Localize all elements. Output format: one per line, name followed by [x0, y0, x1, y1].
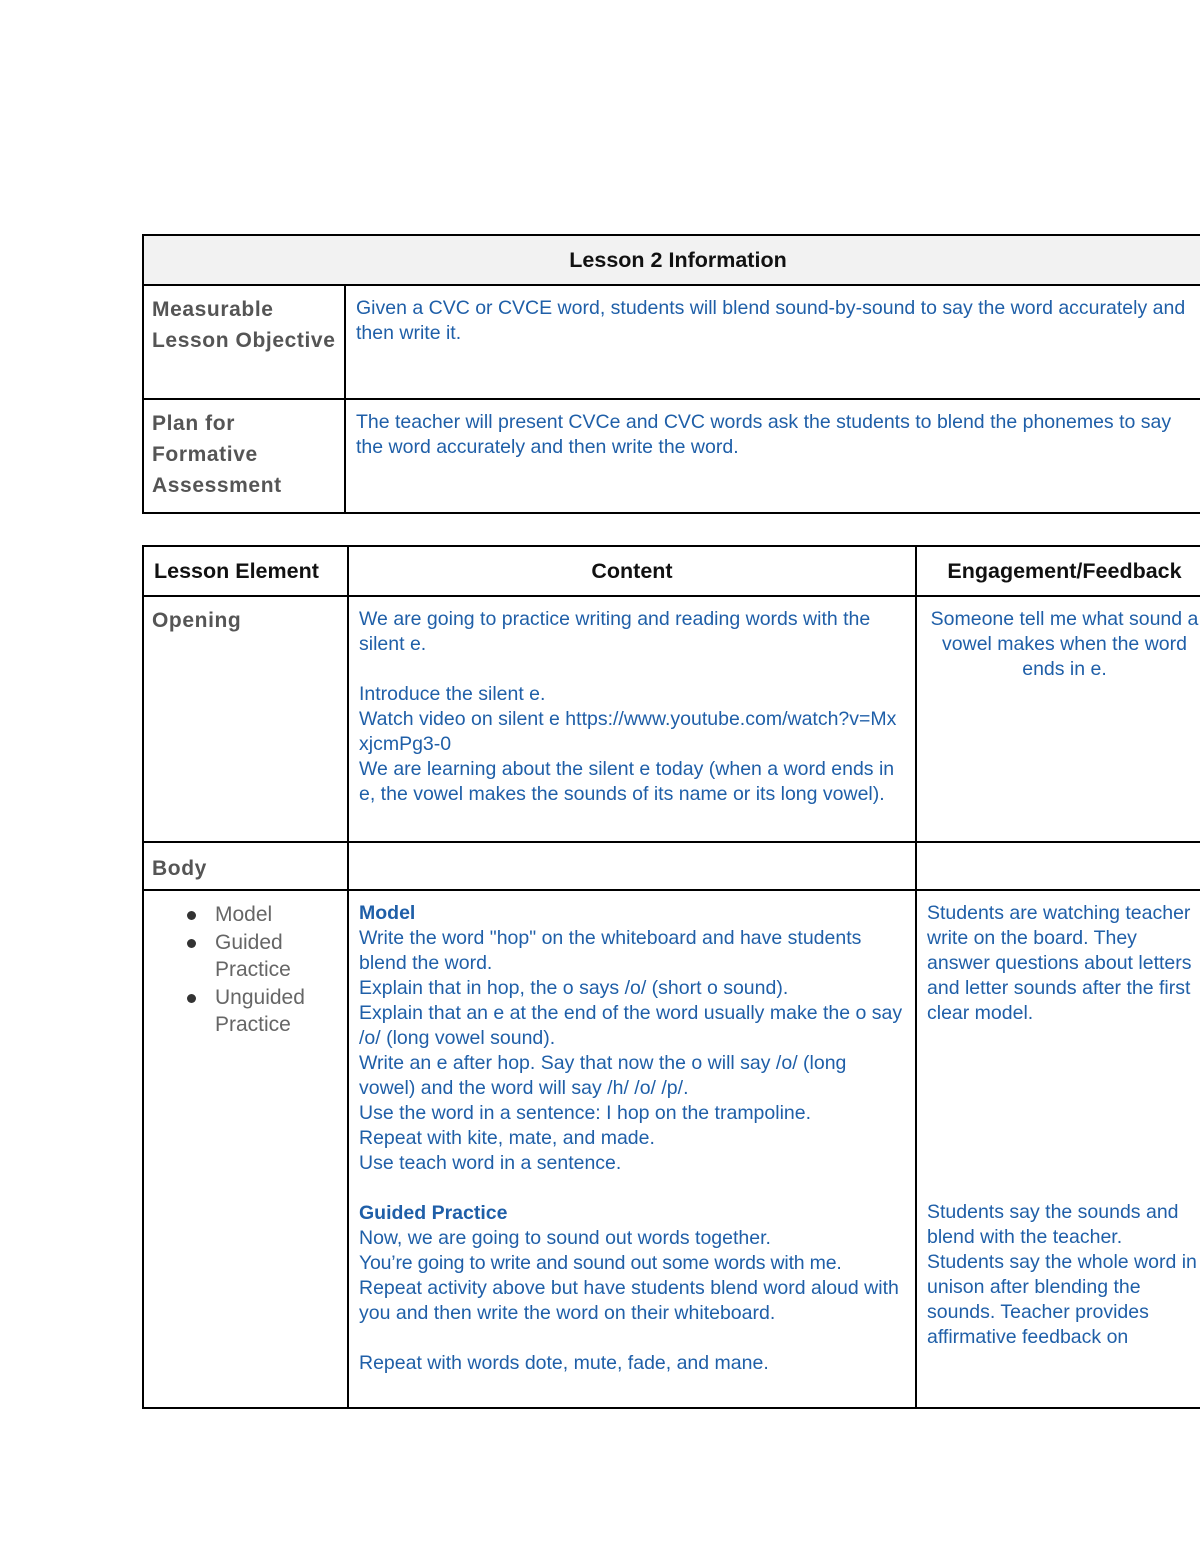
model-line: Write the word "hop" on the whiteboard and have students blend the word. [359, 927, 862, 974]
body-steps-list [145, 901, 346, 1039]
body-content-empty [348, 842, 916, 890]
opening-line: Introduce the silent e. [359, 683, 546, 705]
model-line: Explain that an e at the end of the word usually make the o say /o/ (long vowel sound). [359, 1002, 903, 1049]
list-item: Model [215, 901, 346, 929]
model-line: Use teach word in a sentence. [359, 1152, 622, 1174]
objective-label: Measurable Lesson Objective [143, 285, 345, 399]
body-engagement [916, 890, 1200, 1408]
objective-value: Given a CVC or CVCE word, students will blend sound-by-sound to say the word accurately and then write it. [345, 285, 1200, 399]
model-title: Model [359, 902, 416, 924]
guided-line: Now, we are going to sound out words together. [359, 1227, 771, 1249]
assessment-label: Plan for Formative Assessment [143, 399, 345, 513]
lesson-info-table [142, 234, 1200, 514]
model-line: Write an e after hop. Say that now the o will say /o/ (long vowel) and the word will say /h/ /o/ /p/. [359, 1052, 847, 1099]
model-line: Use the word in a sentence: I hop on the trampoline. [359, 1102, 812, 1124]
guided-line: Repeat activity above but have students blend word aloud with you and then write the word on their whiteboard. [359, 1277, 899, 1324]
lesson-plan-table [142, 545, 1200, 1409]
header-content: Content [348, 546, 916, 596]
model-engagement: Students are watching teacher write on the board. They answer questions about letters and letter sounds after the first clear model. [927, 902, 1192, 1024]
guided-title: Guided Practice [359, 1202, 508, 1224]
body-label: Body [143, 842, 348, 890]
opening-line: We are learning about the silent e today (when a word ends in e, the vowel makes the sounds of its name or its long vowel). [359, 758, 895, 805]
body-content [348, 890, 916, 1408]
info-table-title: Lesson 2 Information [143, 235, 1200, 285]
body-engagement-empty [916, 842, 1200, 890]
body-steps-cell [143, 890, 348, 1408]
guided-engagement: Students say the sounds and blend with the teacher. Students say the whole word in unison after blending the sounds. Teacher provides affirmative feedback on [927, 1201, 1197, 1348]
model-line: Repeat with kite, mate, and made. [359, 1127, 655, 1149]
list-item: Guided Practice [215, 929, 346, 984]
model-line: Explain that in hop, the o says /o/ (short o sound). [359, 977, 789, 999]
opening-video-line: Watch video on silent e https://www.youtube.com/watch?v=MxxjcmPg3-0 [359, 708, 897, 755]
opening-label: Opening [143, 596, 348, 842]
opening-line: We are going to practice writing and reading words with the silent e. [359, 608, 871, 655]
opening-engagement: Someone tell me what sound a vowel makes when the word ends in e. [916, 596, 1200, 842]
header-lesson-element: Lesson Element [143, 546, 348, 596]
opening-content [348, 596, 916, 842]
assessment-value: The teacher will present CVCe and CVC words ask the students to blend the phonemes to say the word accurately and then write the word. [345, 399, 1200, 513]
header-engagement: Engagement/Feedback [916, 546, 1200, 596]
guided-line: You’re going to write and sound out some words with me. [359, 1252, 842, 1274]
list-item: Unguided Practice [215, 984, 346, 1039]
guided-last-line: Repeat with words dote, mute, fade, and mane. [359, 1352, 769, 1374]
